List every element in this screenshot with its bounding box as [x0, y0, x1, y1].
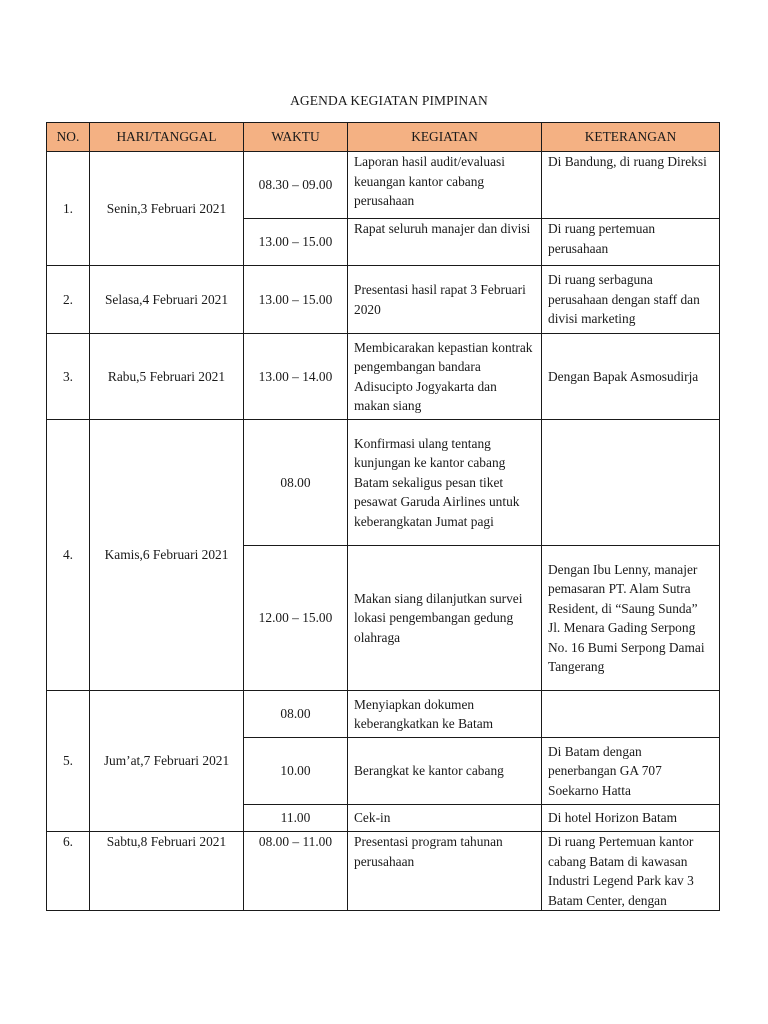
header-keterangan: KETERANGAN	[542, 123, 720, 152]
row-keterangan: Di ruang pertemuan perusahaan	[542, 219, 720, 266]
row-no: 4.	[47, 420, 90, 691]
row-hari: Kamis,6 Februari 2021	[90, 420, 244, 691]
row-hari: Senin,3 Februari 2021	[90, 152, 244, 266]
row-waktu: 13.00 – 14.00	[244, 334, 348, 420]
row-waktu: 10.00	[244, 738, 348, 805]
row-kegiatan: Cek-in	[348, 805, 542, 832]
table-row	[47, 691, 720, 738]
row-no: 5.	[47, 691, 90, 832]
table-row	[47, 266, 720, 334]
row-no: 2.	[47, 266, 90, 334]
page-title: AGENDA KEGIATAN PIMPINAN	[290, 93, 488, 108]
row-waktu: 08.00 – 11.00	[244, 832, 348, 911]
row-keterangan: Dengan Ibu Lenny, manajer pemasaran PT. Alam Sutra Resident, di “Saung Sunda” Jl. Menara Gading Serpong No. 16 Bumi Serpong Damai Tangerang	[542, 546, 720, 691]
row-keterangan: Di ruang serbaguna perusahaan dengan staff dan divisi marketing	[542, 266, 720, 334]
row-waktu: 08.00	[244, 691, 348, 738]
row-kegiatan: Rapat seluruh manajer dan divisi	[348, 219, 542, 266]
row-no: 1.	[47, 152, 90, 266]
row-waktu: 08.00	[244, 420, 348, 546]
header-row	[47, 123, 720, 152]
header-waktu: WAKTU	[244, 123, 348, 152]
header-no: NO.	[47, 123, 90, 152]
agenda-table	[46, 122, 720, 911]
table-row	[47, 152, 720, 219]
row-no: 6.	[47, 832, 90, 911]
row-keterangan: Di Bandung, di ruang Direksi	[542, 152, 720, 219]
table-row	[47, 832, 720, 911]
row-keterangan	[542, 420, 720, 546]
row-kegiatan: Presentasi hasil rapat 3 Februari 2020	[348, 266, 542, 334]
row-kegiatan: Laporan hasil audit/evaluasi keuangan kantor cabang perusahaan	[348, 152, 542, 219]
row-hari: Rabu,5 Februari 2021	[90, 334, 244, 420]
row-hari: Selasa,4 Februari 2021	[90, 266, 244, 334]
row-waktu: 13.00 – 15.00	[244, 219, 348, 266]
row-hari: Sabtu,8 Februari 2021	[90, 832, 244, 911]
row-kegiatan: Membicarakan kepastian kontrak pengembangan bandara Adisucipto Jogyakarta dan makan siang	[348, 334, 542, 420]
row-keterangan: Dengan Bapak Asmosudirja	[542, 334, 720, 420]
row-waktu: 11.00	[244, 805, 348, 832]
header-hari: HARI/TANGGAL	[90, 123, 244, 152]
row-keterangan	[542, 691, 720, 738]
row-keterangan: Di hotel Horizon Batam	[542, 805, 720, 832]
row-keterangan: Di ruang Pertemuan kantor cabang Batam di kawasan Industri Legend Park kav 3 Batam Center, dengan	[542, 832, 720, 911]
row-kegiatan: Makan siang dilanjutkan survei lokasi pengembangan gedung olahraga	[348, 546, 542, 691]
header-kegiatan: KEGIATAN	[348, 123, 542, 152]
row-kegiatan: Menyiapkan dokumen keberangkatkan ke Batam	[348, 691, 542, 738]
row-waktu: 12.00 – 15.00	[244, 546, 348, 691]
row-hari: Jum’at,7 Februari 2021	[90, 691, 244, 832]
table-row	[47, 334, 720, 420]
row-kegiatan: Presentasi program tahunan perusahaan	[348, 832, 542, 911]
row-waktu: 08.30 – 09.00	[244, 152, 348, 219]
row-kegiatan: Konfirmasi ulang tentang kunjungan ke kantor cabang Batam sekaligus pesan tiket pesawat Garuda Airlines untuk keberangkatan Jumat pagi	[348, 420, 542, 546]
table-row	[47, 420, 720, 546]
row-no: 3.	[47, 334, 90, 420]
row-waktu: 13.00 – 15.00	[244, 266, 348, 334]
row-keterangan: Di Batam dengan penerbangan GA 707 Soekarno Hatta	[542, 738, 720, 805]
row-kegiatan: Berangkat ke kantor cabang	[348, 738, 542, 805]
